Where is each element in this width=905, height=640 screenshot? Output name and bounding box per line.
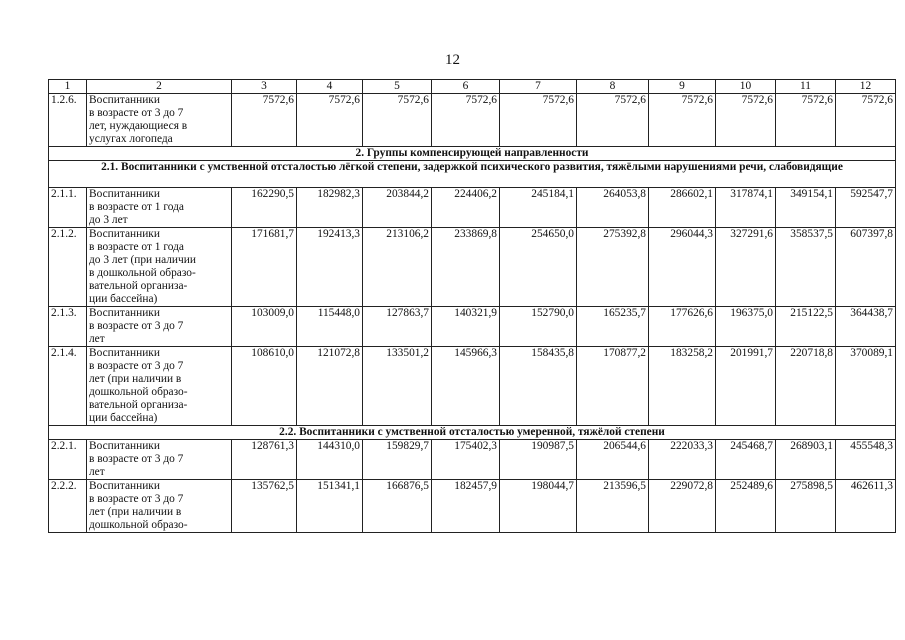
cell-value: 103009,0 xyxy=(232,307,297,347)
cell-value: 222033,3 xyxy=(649,440,716,480)
row-label xyxy=(87,307,232,347)
cell-value: 7572,6 xyxy=(297,94,363,147)
cell-value: 286602,1 xyxy=(649,188,716,228)
row-code: 2.1.2. xyxy=(49,228,87,307)
cell-value: 144310,0 xyxy=(297,440,363,480)
row-label-line: в возрасте от 3 до 7 xyxy=(89,453,184,465)
column-number: 2 xyxy=(87,80,232,94)
row-label xyxy=(87,188,232,228)
cell-value: 190987,5 xyxy=(500,440,577,480)
cell-value: 175402,3 xyxy=(432,440,500,480)
table-row xyxy=(49,228,896,307)
cell-value: 170877,2 xyxy=(577,347,649,426)
column-number: 11 xyxy=(776,80,836,94)
row-label-line: лет (при наличии в xyxy=(89,373,182,385)
row-label xyxy=(87,94,232,147)
cell-value: 268903,1 xyxy=(776,440,836,480)
table-row xyxy=(49,94,896,147)
cell-value: 162290,5 xyxy=(232,188,297,228)
cell-value: 592547,7 xyxy=(836,188,896,228)
row-code: 2.2.2. xyxy=(49,480,87,533)
cell-value: 7572,6 xyxy=(649,94,716,147)
row-label-line: услугах логопеда xyxy=(89,133,173,145)
row-code: 2.1.3. xyxy=(49,307,87,347)
cell-value: 159829,7 xyxy=(363,440,432,480)
row-code: 2.1.4. xyxy=(49,347,87,426)
row-code: 2.2.1. xyxy=(49,440,87,480)
cell-value: 7572,6 xyxy=(836,94,896,147)
row-label-line: до 3 лет (при наличии xyxy=(89,254,196,266)
cell-value: 215122,5 xyxy=(776,307,836,347)
cell-value: 165235,7 xyxy=(577,307,649,347)
cell-value: 192413,3 xyxy=(297,228,363,307)
row-label-line: Воспитанники xyxy=(89,347,160,359)
column-number: 12 xyxy=(836,80,896,94)
cell-value: 128761,3 xyxy=(232,440,297,480)
cell-value: 135762,5 xyxy=(232,480,297,533)
cell-value: 296044,3 xyxy=(649,228,716,307)
row-label-line: в возрасте от 3 до 7 xyxy=(89,360,184,372)
header-row xyxy=(49,80,896,94)
cell-value: 455548,3 xyxy=(836,440,896,480)
table-row xyxy=(49,480,896,533)
row-label-line: в возрасте от 1 года xyxy=(89,201,184,213)
cell-value: 370089,1 xyxy=(836,347,896,426)
row-label-line: в возрасте от 1 года xyxy=(89,241,184,253)
row-label-line: Воспитанники xyxy=(89,480,160,492)
section-heading-row xyxy=(49,161,896,188)
row-label-line: в возрасте от 3 до 7 xyxy=(89,320,184,332)
cell-value: 213106,2 xyxy=(363,228,432,307)
cell-value: 224406,2 xyxy=(432,188,500,228)
row-label xyxy=(87,347,232,426)
cell-value: 158435,8 xyxy=(500,347,577,426)
cell-value: 127863,7 xyxy=(363,307,432,347)
row-label xyxy=(87,440,232,480)
cell-value: 7572,6 xyxy=(500,94,577,147)
cell-value: 182982,3 xyxy=(297,188,363,228)
cell-value: 7572,6 xyxy=(776,94,836,147)
row-label-line: Воспитанники xyxy=(89,307,160,319)
row-label-line: лет (при наличии в xyxy=(89,506,182,518)
cell-value: 264053,8 xyxy=(577,188,649,228)
column-number: 1 xyxy=(49,80,87,94)
cell-value: 108610,0 xyxy=(232,347,297,426)
cell-value: 275898,5 xyxy=(776,480,836,533)
column-number: 10 xyxy=(716,80,776,94)
table-row xyxy=(49,440,896,480)
cell-value: 145966,3 xyxy=(432,347,500,426)
row-label-line: лет, нуждающиеся в xyxy=(89,120,188,132)
cell-value: 121072,8 xyxy=(297,347,363,426)
column-number: 8 xyxy=(577,80,649,94)
cell-value: 152790,0 xyxy=(500,307,577,347)
row-label-line: вательной организа- xyxy=(89,280,188,292)
page-number: 12 xyxy=(445,52,460,68)
cell-value: 203844,2 xyxy=(363,188,432,228)
cell-value: 245184,1 xyxy=(500,188,577,228)
cell-value: 182457,9 xyxy=(432,480,500,533)
row-label-line: Воспитанники xyxy=(89,94,160,106)
row-label-line: Воспитанники xyxy=(89,228,160,240)
cell-value: 358537,5 xyxy=(776,228,836,307)
row-label-line: Воспитанники xyxy=(89,440,160,452)
section-heading: 2. Группы компенсирующей направленности xyxy=(49,147,896,161)
section-heading-row xyxy=(49,147,896,161)
cell-value: 140321,9 xyxy=(432,307,500,347)
table-row xyxy=(49,188,896,228)
cell-value: 317874,1 xyxy=(716,188,776,228)
cell-value: 252489,6 xyxy=(716,480,776,533)
section-heading: 2.2. Воспитанники с умственной отсталостью умеренной, тяжёлой степени xyxy=(49,426,896,440)
row-label-line: лет xyxy=(89,466,105,478)
cell-value: 183258,2 xyxy=(649,347,716,426)
table-row xyxy=(49,347,896,426)
cell-value: 607397,8 xyxy=(836,228,896,307)
row-code: 1.2.6. xyxy=(49,94,87,147)
cell-value: 166876,5 xyxy=(363,480,432,533)
cell-value: 327291,6 xyxy=(716,228,776,307)
column-number: 6 xyxy=(432,80,500,94)
row-label xyxy=(87,228,232,307)
table-row xyxy=(49,307,896,347)
row-label-line: лет xyxy=(89,333,105,345)
column-number: 7 xyxy=(500,80,577,94)
row-code: 2.1.1. xyxy=(49,188,87,228)
cell-value: 196375,0 xyxy=(716,307,776,347)
cell-value: 275392,8 xyxy=(577,228,649,307)
row-label xyxy=(87,480,232,533)
cell-value: 254650,0 xyxy=(500,228,577,307)
section-heading-row xyxy=(49,426,896,440)
cell-value: 7572,6 xyxy=(577,94,649,147)
cell-value: 133501,2 xyxy=(363,347,432,426)
cell-value: 206544,6 xyxy=(577,440,649,480)
row-label-line: в возрасте от 3 до 7 xyxy=(89,107,184,119)
row-label-line: в дошкольной образо- xyxy=(89,267,196,279)
row-label-line: до 3 лет xyxy=(89,214,128,226)
cell-value: 198044,7 xyxy=(500,480,577,533)
cell-value: 364438,7 xyxy=(836,307,896,347)
cell-value: 245468,7 xyxy=(716,440,776,480)
cell-value: 7572,6 xyxy=(232,94,297,147)
cell-value: 7572,6 xyxy=(363,94,432,147)
row-label-line: ции бассейна) xyxy=(89,293,158,305)
cost-table xyxy=(48,79,896,533)
column-number: 4 xyxy=(297,80,363,94)
column-number: 3 xyxy=(232,80,297,94)
cell-value: 349154,1 xyxy=(776,188,836,228)
row-label-line: вательной организа- xyxy=(89,399,188,411)
cell-value: 171681,7 xyxy=(232,228,297,307)
cell-value: 462611,3 xyxy=(836,480,896,533)
cell-value: 151341,1 xyxy=(297,480,363,533)
cell-value: 233869,8 xyxy=(432,228,500,307)
cell-value: 201991,7 xyxy=(716,347,776,426)
cell-value: 229072,8 xyxy=(649,480,716,533)
row-label-line: дошкольной образо- xyxy=(89,386,188,398)
row-label-line: ции бассейна) xyxy=(89,412,158,424)
cell-value: 7572,6 xyxy=(432,94,500,147)
cell-value: 220718,8 xyxy=(776,347,836,426)
column-number: 5 xyxy=(363,80,432,94)
column-number: 9 xyxy=(649,80,716,94)
row-label-line: дошкольной образо- xyxy=(89,519,188,531)
cell-value: 213596,5 xyxy=(577,480,649,533)
cell-value: 177626,6 xyxy=(649,307,716,347)
row-label-line: в возрасте от 3 до 7 xyxy=(89,493,184,505)
row-label-line: Воспитанники xyxy=(89,188,160,200)
section-heading: 2.1. Воспитанники с умственной отсталостью лёгкой степени, задержкой психического развития, тяжёлыми нарушениями речи, слабовидящие xyxy=(49,161,896,188)
cell-value: 7572,6 xyxy=(716,94,776,147)
cell-value: 115448,0 xyxy=(297,307,363,347)
